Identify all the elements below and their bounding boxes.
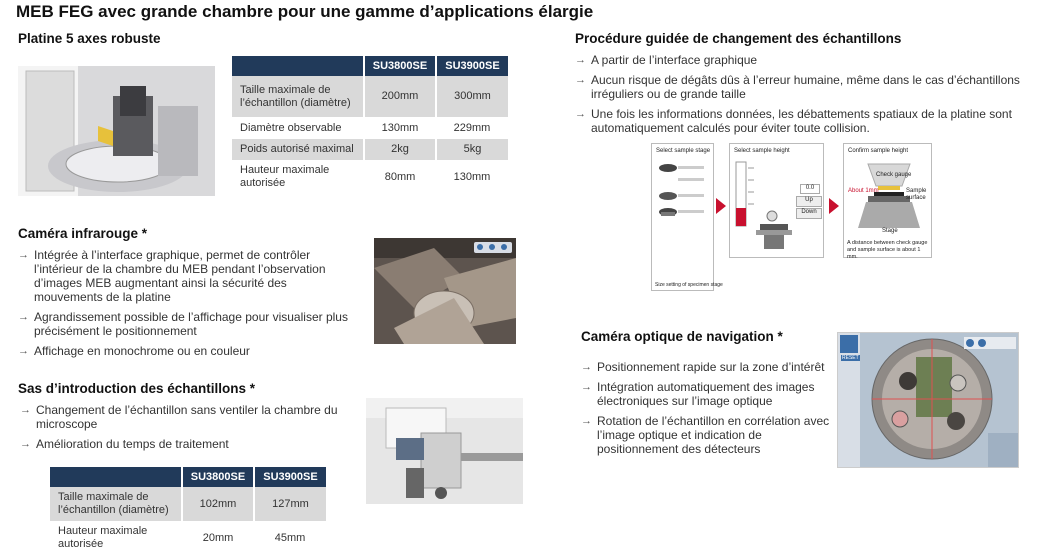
stage-table-row <box>232 139 508 160</box>
list-item: → Intégration automatiquement des images électroniques sur l’image optique <box>581 380 831 408</box>
airlock-table-row <box>50 521 326 555</box>
row-label: Poids autorisé maximal <box>232 139 364 160</box>
stage-spec-table <box>232 56 508 194</box>
step2-panel <box>729 143 824 258</box>
stage-table-row <box>232 76 508 117</box>
step3-note: A distance between check gauge and sample surface is about 1 mm. <box>847 240 928 260</box>
list-item: → Aucun risque de dégâts dûs à l’erreur humaine, même dans le cas d’échantillons irréguliers ou de grande taille <box>575 73 1025 101</box>
stage-section-title: Platine 5 axes robuste <box>18 31 161 46</box>
step-arrow-icon <box>829 198 839 214</box>
su3800-value: 200mm <box>364 76 436 117</box>
list-item: → Affichage en monochrome ou en couleur <box>18 344 358 358</box>
airlock-bullet-list <box>20 403 350 457</box>
airlock-section-title: Sas d’introduction des échantillons * <box>18 381 256 396</box>
step2-value: 0.0 <box>800 184 820 194</box>
row-label: Taille maximale de l’échantillon (diamètre) <box>50 487 182 521</box>
step3-stage-label: Stage <box>882 228 898 234</box>
infrared-bullet-list <box>18 248 358 364</box>
row-label: Diamètre observable <box>240 121 342 134</box>
list-item: → A partir de l’interface graphique <box>575 53 1025 67</box>
list-item: → Rotation de l’échantillon en corrélation avec l’image optique et indication de positionnement des détecteurs <box>581 414 831 456</box>
airlock-photo <box>366 398 523 504</box>
stage-table-header-blank <box>232 56 364 76</box>
airlock-table-row <box>50 487 326 521</box>
list-item: → Positionnement rapide sur la zone d’intérêt <box>581 360 831 374</box>
airlock-spec-table <box>50 467 326 555</box>
step2-caption: Select sample height <box>734 148 790 154</box>
list-item: → Changement de l’échantillon sans ventiler la chambre du microscope <box>20 403 350 431</box>
step3-caption: Confirm sample height <box>848 148 909 154</box>
step2-down-button[interactable]: Down <box>796 208 822 219</box>
airlock-table-header-blank <box>50 467 182 487</box>
airlock-table-header-su3800: SU3800SE <box>182 467 254 487</box>
step3-about-label: About 1mm <box>848 188 879 194</box>
su3900-value: 229mm <box>453 121 491 134</box>
list-item: → Agrandissement possible de l’affichage pour visualiser plus précisément le positionnement <box>18 310 358 338</box>
su3900-value: 130mm <box>453 170 491 183</box>
su3800-value: 20mm <box>202 531 234 544</box>
exchange-section-title: Procédure guidée de changement des échantillons <box>575 31 902 46</box>
stage-table-row <box>232 117 508 139</box>
page-title: MEB FEG avec grande chambre pour une gamme d’applications élargie <box>16 2 594 21</box>
step1-panel <box>651 143 723 291</box>
step1-caption: Select sample stage <box>656 148 711 154</box>
airlock-table-header-su3900: SU3900SE <box>254 467 326 487</box>
exchange-bullet-list <box>575 53 1025 141</box>
step2-up-button[interactable]: Up <box>796 196 822 207</box>
su3800-value: 2kg <box>364 139 436 160</box>
list-item: → Amélioration du temps de traitement <box>20 437 350 451</box>
step3-panel <box>843 143 932 258</box>
stage-table-row <box>232 160 508 194</box>
row-label: Taille maximale de l’échantillon (diamètre) <box>232 76 364 117</box>
step3-surface-label: Sample surface <box>906 188 927 201</box>
navigation-section-title: Caméra optique de navigation * <box>581 329 783 344</box>
step3-gauge-label: Check gauge <box>876 172 912 178</box>
stage-table-header-su3800: SU3800SE <box>364 56 436 76</box>
navigation-bullet-list <box>581 360 831 462</box>
su3800-value: 80mm <box>384 170 416 183</box>
step1-footer: Size setting of specimen stage <box>655 282 723 288</box>
su3900-value: 300mm <box>436 76 508 117</box>
infrared-section-title: Caméra infrarouge * <box>18 226 148 241</box>
list-item: → Intégrée à l’interface graphique, permet de contrôler l’intérieur de la chambre du MEB pendant l’observation d’images MEB augmentant ainsi la sécurité des mouvements de la platine <box>18 248 358 304</box>
su3900-value: 45mm <box>274 531 306 544</box>
su3900-value: 127mm <box>254 487 326 521</box>
stage-photo <box>18 66 215 196</box>
row-label: Hauteur maximale autorisée <box>240 164 330 189</box>
su3800-value: 130mm <box>381 121 419 134</box>
list-item: → Une fois les informations données, les débattements spatiaux de la platine sont automatiquement calculés pour éviter toute collision. <box>575 107 1025 135</box>
row-label: Hauteur maximale autorisée <box>58 525 148 550</box>
infrared-camera-image <box>374 238 516 344</box>
navigation-camera-screen <box>837 332 1019 468</box>
stage-table-header-su3900: SU3900SE <box>436 56 508 76</box>
su3900-value: 5kg <box>436 139 508 160</box>
step-arrow-icon <box>716 198 726 214</box>
nav-reset-button[interactable]: RESET <box>842 355 859 361</box>
su3800-value: 102mm <box>182 487 254 521</box>
